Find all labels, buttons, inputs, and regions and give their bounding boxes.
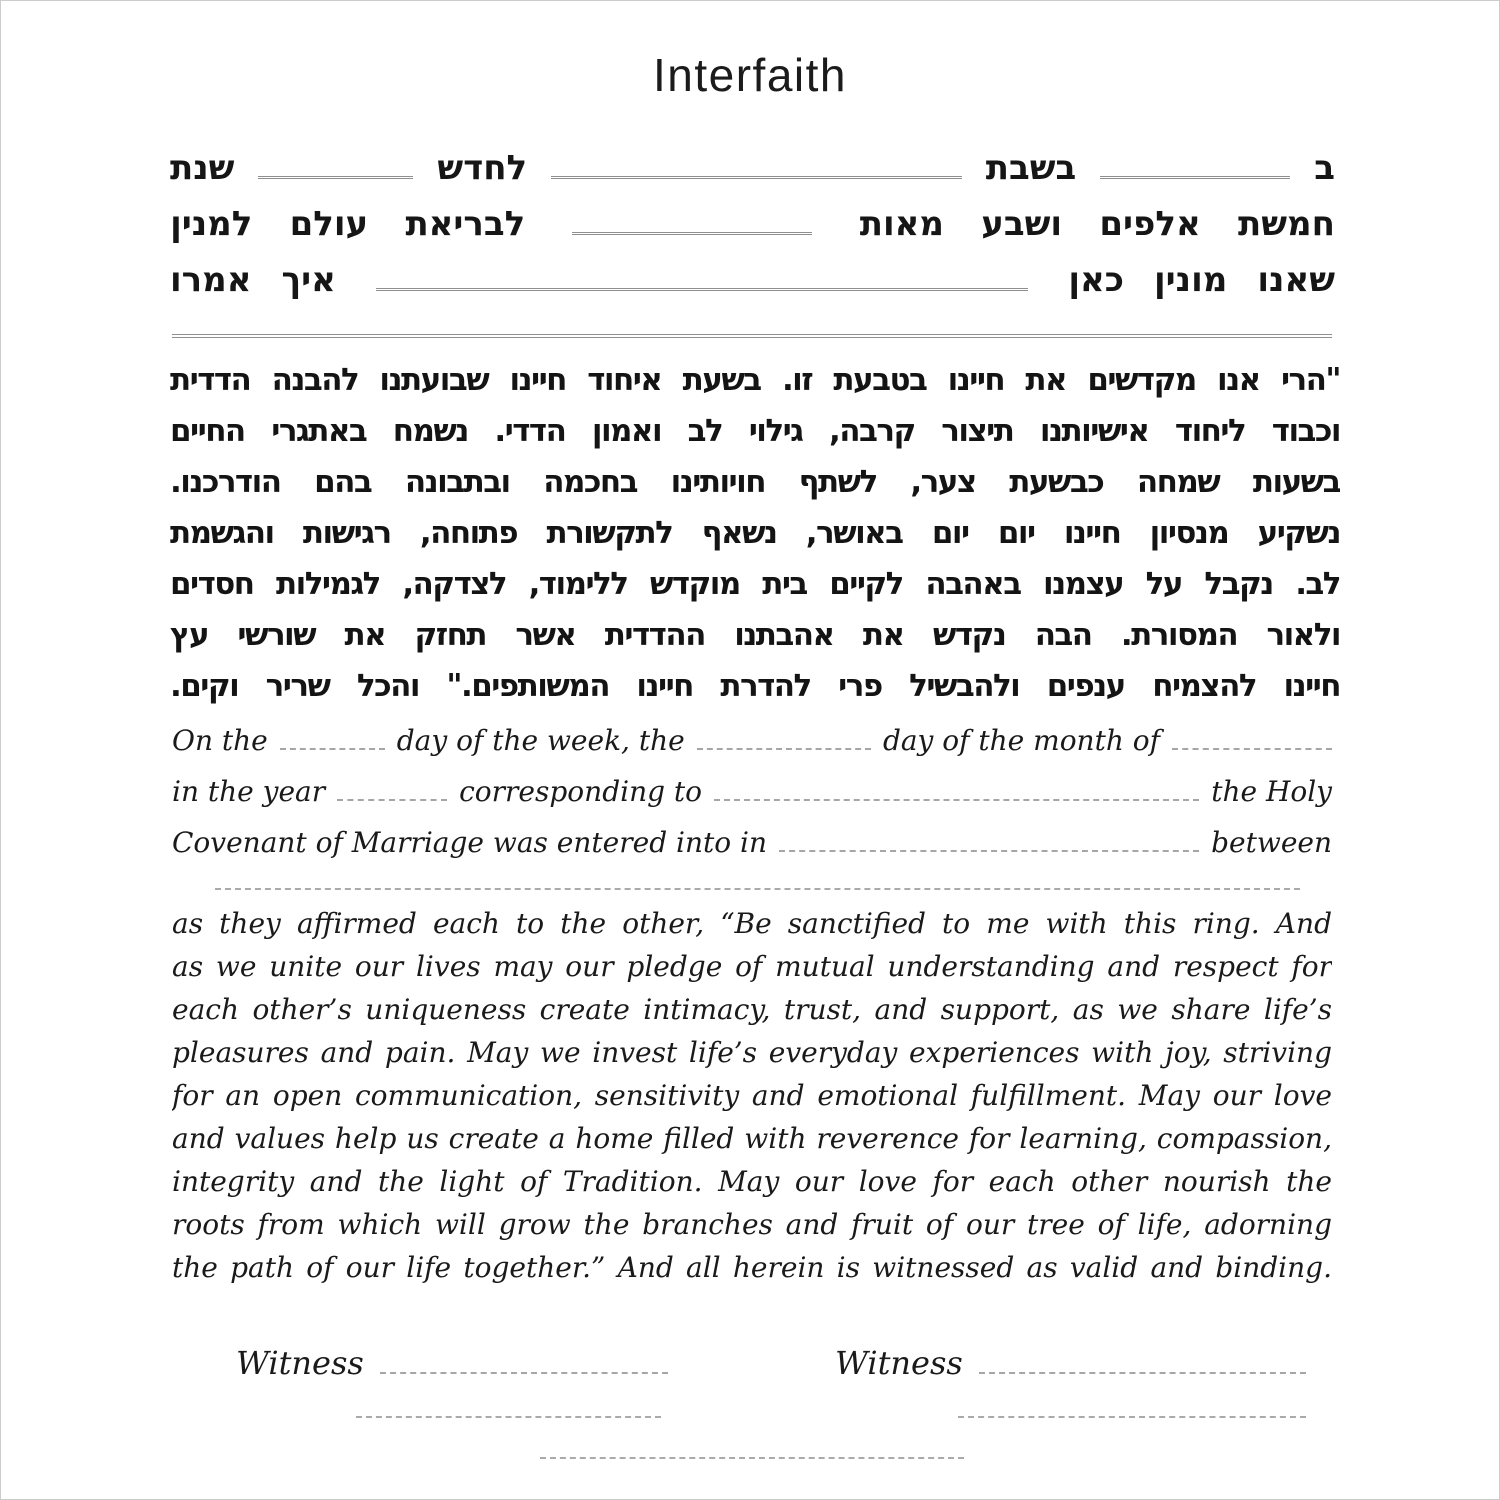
hebrew-place-blank <box>376 258 1028 291</box>
english-monthday-blank <box>697 728 871 750</box>
witness-2-label: Witness <box>835 1344 963 1382</box>
hebrew-text-line: ולאור המסורת. הבה נקדש את אהבתנו ההדדית אשר תחזק את שורשי עץ <box>170 617 1340 653</box>
english-text-line: as they affirmed each to the other, “Be sanctified to me with this ring. And <box>172 907 1332 940</box>
english-text-line: the path of our life together.” And all herein is witnessed as valid and binding. <box>172 1251 1332 1284</box>
english-text-line: pleasures and pain. May we invest life’s everyday experiences with joy, striving <box>172 1036 1332 1069</box>
witness-1-label: Witness <box>236 1344 364 1382</box>
hebrew-word: איך <box>281 260 336 300</box>
hebrew-word: ב <box>1314 148 1335 188</box>
english-date-text: Covenant of Marriage was entered into in <box>172 826 767 859</box>
hebrew-word: למנין <box>170 204 253 244</box>
english-weekday-blank <box>280 728 385 750</box>
hebrew-date-line-2 <box>170 202 1335 258</box>
hebrew-word: כאן <box>1068 260 1124 300</box>
english-date-line-2 <box>172 775 1332 826</box>
english-date-text: between <box>1211 826 1332 859</box>
officiant-signature-line <box>540 1457 964 1459</box>
hebrew-monthday-blank <box>551 146 962 179</box>
english-text-paragraph <box>172 902 1332 1289</box>
english-date-line-3 <box>172 826 1332 877</box>
english-date-text: day of the month of <box>882 724 1160 757</box>
hebrew-text-line: בשעות שמחה כבשעת צער, לשתף חויותינו בחכמה ובתבונה בהם הודרכנו. <box>170 464 1340 500</box>
witness-2-name-line <box>958 1416 1306 1418</box>
hebrew-word: ושבע <box>981 204 1063 244</box>
hebrew-word: בשבת <box>985 148 1077 188</box>
hebrew-year-blank <box>572 202 812 235</box>
hebrew-word: לחדש <box>437 148 528 188</box>
english-date-text: day of the week, the <box>396 724 685 757</box>
hebrew-word: שנת <box>170 148 235 188</box>
english-date-text: in the year <box>172 775 326 808</box>
hebrew-word: מאות <box>859 204 944 244</box>
english-civil-date-blank <box>714 779 1199 801</box>
english-date-text: the Holy <box>1211 775 1332 808</box>
document-title: Interfaith <box>653 49 847 101</box>
hebrew-text-line: חיינו להצמיח ענפים ולהבשיל פרי להדרת חיינו המשותפים." והכל שריר וקים. <box>170 668 1340 704</box>
hebrew-date-section <box>170 146 1335 314</box>
hebrew-date-line-3 <box>170 258 1335 314</box>
english-year-blank <box>337 779 447 801</box>
witness-2-group <box>835 1344 1306 1388</box>
witness-2-signature-line <box>979 1352 1306 1374</box>
hebrew-word: עולם <box>289 204 369 244</box>
hebrew-weekday-blank <box>1100 146 1290 179</box>
hebrew-text-line: "הרי אנו מקדשים את חיינו בטבעת זו. בשעת איחוד חיינו שבועתנו להבנה הדדית <box>170 362 1340 398</box>
english-text-line: and values help us create a home filled with reverence for learning, compassion, <box>172 1122 1332 1155</box>
witness-1-signature-line <box>380 1352 668 1374</box>
hebrew-month-blank <box>258 146 413 179</box>
hebrew-text-line: לב. נקבל על עצמנו באהבה לקיים בית מוקדש ללימוד, לצדקה, לגמילות חסדים <box>170 566 1340 602</box>
hebrew-word: לבריאת <box>405 204 526 244</box>
witness-1-name-line <box>356 1416 661 1418</box>
hebrew-word: חמשת <box>1238 204 1335 244</box>
english-text-line: each other’s uniqueness create intimacy, trust, and support, as we share life’s <box>172 993 1332 1026</box>
english-month-blank <box>1172 728 1332 750</box>
section-divider-rule <box>172 334 1332 338</box>
english-text-line: for an open communication, sensitivity and emotional fulfillment. May our love <box>172 1079 1332 1112</box>
english-place-blank <box>779 830 1199 852</box>
hebrew-word: אלפים <box>1099 204 1201 244</box>
hebrew-text-line: נשקיע מנסיון חיינו יום יום באושר, נשאף לתקשורת פתוחה, רגישות והגשמת <box>170 515 1340 551</box>
english-date-line-1 <box>172 724 1332 775</box>
english-date-section <box>172 724 1332 877</box>
couple-names-line <box>215 888 1300 890</box>
hebrew-text-line: וכבוד ליחוד אישיותנו תיצור קרבה, גילוי לב ואמון הדדי. נשמח באתגרי החיים <box>170 413 1340 449</box>
witness-1-group <box>236 1344 668 1388</box>
english-date-text: On the <box>172 724 268 757</box>
hebrew-date-line-1 <box>170 146 1335 202</box>
hebrew-word: מונין <box>1154 260 1228 300</box>
hebrew-text-paragraph <box>170 355 1340 712</box>
english-text-line: roots from which will grow the branches and fruit of our tree of life, adorning <box>172 1208 1332 1241</box>
english-text-line: integrity and the light of Tradition. May our love for each other nourish the <box>172 1165 1332 1198</box>
hebrew-word: אמרו <box>170 260 252 300</box>
hebrew-word: שאנו <box>1257 260 1335 300</box>
english-date-text: corresponding to <box>459 775 703 808</box>
english-text-line: as we unite our lives may our pledge of mutual understanding and respect for <box>172 950 1332 983</box>
